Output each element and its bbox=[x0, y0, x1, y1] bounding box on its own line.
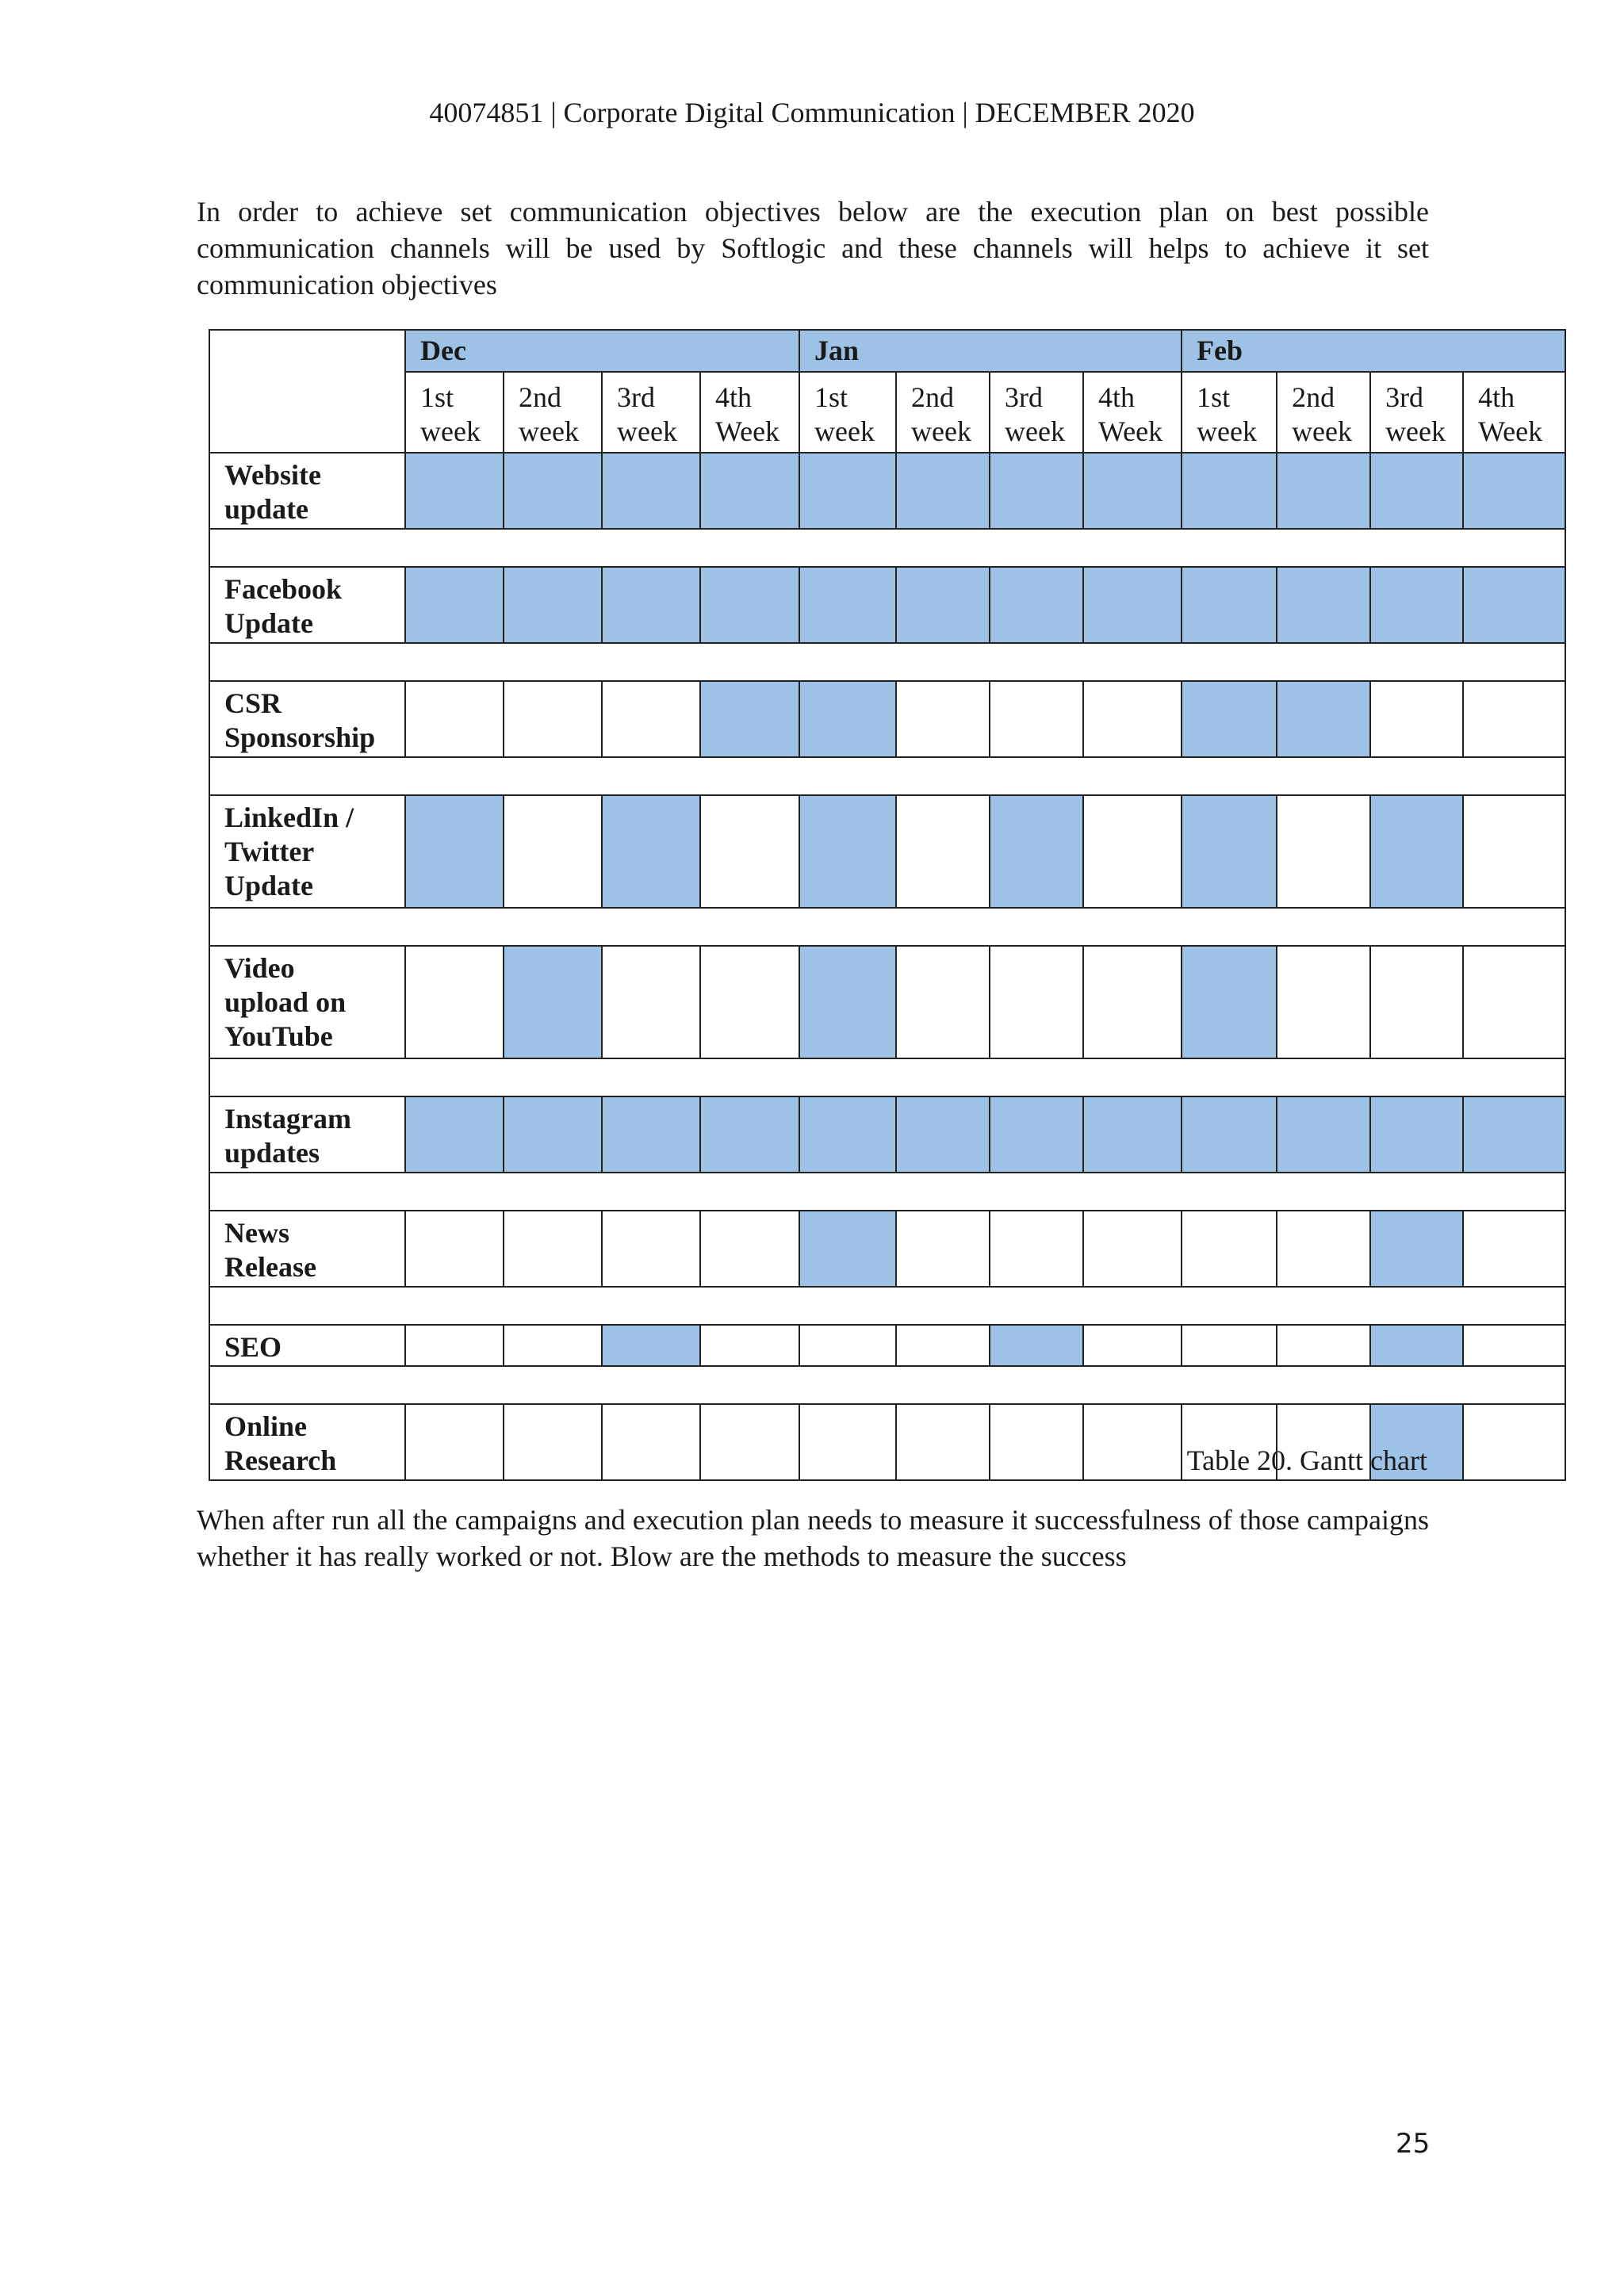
inactive-week-cell bbox=[990, 1404, 1083, 1480]
week-header: 4th Week bbox=[1083, 372, 1182, 453]
month-header-row bbox=[209, 330, 1565, 372]
inactive-week-cell bbox=[1463, 1325, 1565, 1366]
active-week-cell bbox=[1463, 453, 1565, 529]
inactive-week-cell bbox=[799, 1404, 896, 1480]
active-week-cell bbox=[799, 1211, 896, 1287]
spacer-row bbox=[209, 643, 1565, 681]
active-week-cell bbox=[700, 567, 799, 643]
gantt-table bbox=[209, 329, 1566, 1481]
active-week-cell bbox=[1370, 1325, 1463, 1366]
inactive-week-cell bbox=[405, 1404, 504, 1480]
intro-paragraph: In order to achieve set communication objectives below are the execution plan on best possible communication channels will be used by Softlogic and these channels will helps to achieve it set communication objectives bbox=[197, 196, 1429, 300]
inactive-week-cell bbox=[405, 946, 504, 1058]
inactive-week-cell bbox=[896, 795, 990, 908]
inactive-week-cell bbox=[1370, 681, 1463, 757]
activity-label: Website update bbox=[209, 453, 405, 529]
active-week-cell bbox=[1182, 795, 1277, 908]
inactive-week-cell bbox=[896, 1404, 990, 1480]
inactive-week-cell bbox=[1463, 1404, 1565, 1480]
inactive-week-cell bbox=[896, 1325, 990, 1366]
inactive-week-cell bbox=[990, 1211, 1083, 1287]
active-week-cell bbox=[700, 453, 799, 529]
active-week-cell bbox=[1277, 681, 1370, 757]
corner-cell bbox=[209, 330, 405, 453]
spacer-row bbox=[209, 1173, 1565, 1211]
activity-row bbox=[209, 1096, 1565, 1173]
table-caption: Table 20. Gantt chart bbox=[1186, 1445, 1427, 1476]
after-paragraph: When after run all the campaigns and execution plan needs to measure it successfulness of those campaigns whether it has really worked or not. Blow are the methods to measure the success bbox=[197, 1504, 1429, 1572]
active-week-cell bbox=[1182, 453, 1277, 529]
inactive-week-cell bbox=[990, 946, 1083, 1058]
active-week-cell bbox=[700, 1096, 799, 1173]
activity-row bbox=[209, 681, 1565, 757]
inactive-week-cell bbox=[504, 795, 602, 908]
spacer-cell bbox=[209, 1287, 1565, 1325]
activity-row bbox=[209, 1325, 1565, 1366]
week-header: 3rd week bbox=[990, 372, 1083, 453]
inactive-week-cell bbox=[700, 1325, 799, 1366]
week-header: 3rd week bbox=[602, 372, 700, 453]
inactive-week-cell bbox=[504, 1325, 602, 1366]
active-week-cell bbox=[799, 946, 896, 1058]
active-week-cell bbox=[602, 1325, 700, 1366]
spacer-cell bbox=[209, 1173, 1565, 1211]
week-header: 1st week bbox=[799, 372, 896, 453]
active-week-cell bbox=[799, 567, 896, 643]
active-week-cell bbox=[896, 1096, 990, 1173]
active-week-cell bbox=[504, 946, 602, 1058]
active-week-cell bbox=[504, 453, 602, 529]
page-number: 25 bbox=[1396, 2128, 1431, 2160]
spacer-cell bbox=[209, 908, 1565, 946]
spacer-cell bbox=[209, 643, 1565, 681]
activity-row bbox=[209, 946, 1565, 1058]
active-week-cell bbox=[799, 453, 896, 529]
inactive-week-cell bbox=[700, 795, 799, 908]
active-week-cell bbox=[1463, 567, 1565, 643]
active-week-cell bbox=[1277, 567, 1370, 643]
activity-label: CSR Sponsorship bbox=[209, 681, 405, 757]
active-week-cell bbox=[1182, 1096, 1277, 1173]
month-header: Dec bbox=[405, 330, 799, 372]
inactive-week-cell bbox=[405, 1325, 504, 1366]
active-week-cell bbox=[990, 567, 1083, 643]
active-week-cell bbox=[1370, 567, 1463, 643]
inactive-week-cell bbox=[990, 681, 1083, 757]
activity-row bbox=[209, 795, 1565, 908]
active-week-cell bbox=[1277, 453, 1370, 529]
inactive-week-cell bbox=[896, 1211, 990, 1287]
active-week-cell bbox=[504, 1096, 602, 1173]
activity-label: Online Research bbox=[209, 1404, 405, 1480]
active-week-cell bbox=[405, 795, 504, 908]
activity-label: SEO bbox=[209, 1325, 405, 1366]
spacer-row bbox=[209, 1366, 1565, 1404]
inactive-week-cell bbox=[504, 681, 602, 757]
inactive-week-cell bbox=[405, 1211, 504, 1287]
active-week-cell bbox=[1182, 567, 1277, 643]
inactive-week-cell bbox=[1463, 1211, 1565, 1287]
activity-row bbox=[209, 453, 1565, 529]
inactive-week-cell bbox=[1463, 946, 1565, 1058]
inactive-week-cell bbox=[1182, 1325, 1277, 1366]
inactive-week-cell bbox=[700, 1211, 799, 1287]
activity-label: Instagram updates bbox=[209, 1096, 405, 1173]
active-week-cell bbox=[602, 453, 700, 529]
week-header: 4th Week bbox=[1463, 372, 1565, 453]
inactive-week-cell bbox=[504, 1211, 602, 1287]
inactive-week-cell bbox=[602, 681, 700, 757]
activity-label: News Release bbox=[209, 1211, 405, 1287]
inactive-week-cell bbox=[1083, 1211, 1182, 1287]
active-week-cell bbox=[990, 453, 1083, 529]
active-week-cell bbox=[1083, 453, 1182, 529]
active-week-cell bbox=[1370, 795, 1463, 908]
active-week-cell bbox=[1277, 1096, 1370, 1173]
active-week-cell bbox=[602, 795, 700, 908]
inactive-week-cell bbox=[1463, 681, 1565, 757]
inactive-week-cell bbox=[602, 946, 700, 1058]
spacer-row bbox=[209, 529, 1565, 567]
active-week-cell bbox=[990, 795, 1083, 908]
active-week-cell bbox=[602, 567, 700, 643]
active-week-cell bbox=[1370, 1211, 1463, 1287]
active-week-cell bbox=[405, 1096, 504, 1173]
inactive-week-cell bbox=[1463, 795, 1565, 908]
inactive-week-cell bbox=[1277, 946, 1370, 1058]
inactive-week-cell bbox=[1083, 946, 1182, 1058]
activity-row bbox=[209, 1211, 1565, 1287]
inactive-week-cell bbox=[896, 681, 990, 757]
active-week-cell bbox=[1463, 1096, 1565, 1173]
inactive-week-cell bbox=[405, 681, 504, 757]
week-header: 2nd week bbox=[504, 372, 602, 453]
active-week-cell bbox=[990, 1325, 1083, 1366]
active-week-cell bbox=[799, 681, 896, 757]
inactive-week-cell bbox=[799, 1325, 896, 1366]
spacer-row bbox=[209, 908, 1565, 946]
active-week-cell bbox=[405, 567, 504, 643]
activity-label: Facebook Update bbox=[209, 567, 405, 643]
spacer-row bbox=[209, 1287, 1565, 1325]
inactive-week-cell bbox=[1182, 1211, 1277, 1287]
inactive-week-cell bbox=[1083, 795, 1182, 908]
active-week-cell bbox=[602, 1096, 700, 1173]
week-header: 2nd week bbox=[1277, 372, 1370, 453]
active-week-cell bbox=[1370, 1096, 1463, 1173]
week-header: 4th Week bbox=[700, 372, 799, 453]
active-week-cell bbox=[504, 567, 602, 643]
spacer-row bbox=[209, 1058, 1565, 1096]
spacer-cell bbox=[209, 529, 1565, 567]
inactive-week-cell bbox=[1083, 1325, 1182, 1366]
active-week-cell bbox=[700, 681, 799, 757]
active-week-cell bbox=[1182, 681, 1277, 757]
inactive-week-cell bbox=[1277, 795, 1370, 908]
inactive-week-cell bbox=[700, 946, 799, 1058]
active-week-cell bbox=[799, 1096, 896, 1173]
inactive-week-cell bbox=[602, 1211, 700, 1287]
activity-label: Video upload on YouTube bbox=[209, 946, 405, 1058]
active-week-cell bbox=[1370, 453, 1463, 529]
week-header: 3rd week bbox=[1370, 372, 1463, 453]
active-week-cell bbox=[1182, 946, 1277, 1058]
week-header: 2nd week bbox=[896, 372, 990, 453]
inactive-week-cell bbox=[1277, 1325, 1370, 1366]
active-week-cell bbox=[1083, 567, 1182, 643]
week-header-row bbox=[209, 372, 1565, 453]
active-week-cell bbox=[405, 453, 504, 529]
month-header: Jan bbox=[799, 330, 1182, 372]
active-week-cell bbox=[799, 795, 896, 908]
inactive-week-cell bbox=[1277, 1211, 1370, 1287]
spacer-cell bbox=[209, 757, 1565, 795]
spacer-cell bbox=[209, 1366, 1565, 1404]
active-week-cell bbox=[990, 1096, 1083, 1173]
inactive-week-cell bbox=[700, 1404, 799, 1480]
inactive-week-cell bbox=[896, 946, 990, 1058]
week-header: 1st week bbox=[405, 372, 504, 453]
spacer-cell bbox=[209, 1058, 1565, 1096]
spacer-row bbox=[209, 757, 1565, 795]
inactive-week-cell bbox=[602, 1404, 700, 1480]
week-header: 1st week bbox=[1182, 372, 1277, 453]
inactive-week-cell bbox=[504, 1404, 602, 1480]
activity-row bbox=[209, 567, 1565, 643]
inactive-week-cell bbox=[1370, 946, 1463, 1058]
active-week-cell bbox=[896, 567, 990, 643]
activity-label: LinkedIn / Twitter Update bbox=[209, 795, 405, 908]
inactive-week-cell bbox=[1083, 681, 1182, 757]
page-header: 40074851 | Corporate Digital Communication | DECEMBER 2020 bbox=[429, 97, 1195, 128]
month-header: Feb bbox=[1182, 330, 1565, 372]
active-week-cell bbox=[1083, 1096, 1182, 1173]
active-week-cell bbox=[896, 453, 990, 529]
